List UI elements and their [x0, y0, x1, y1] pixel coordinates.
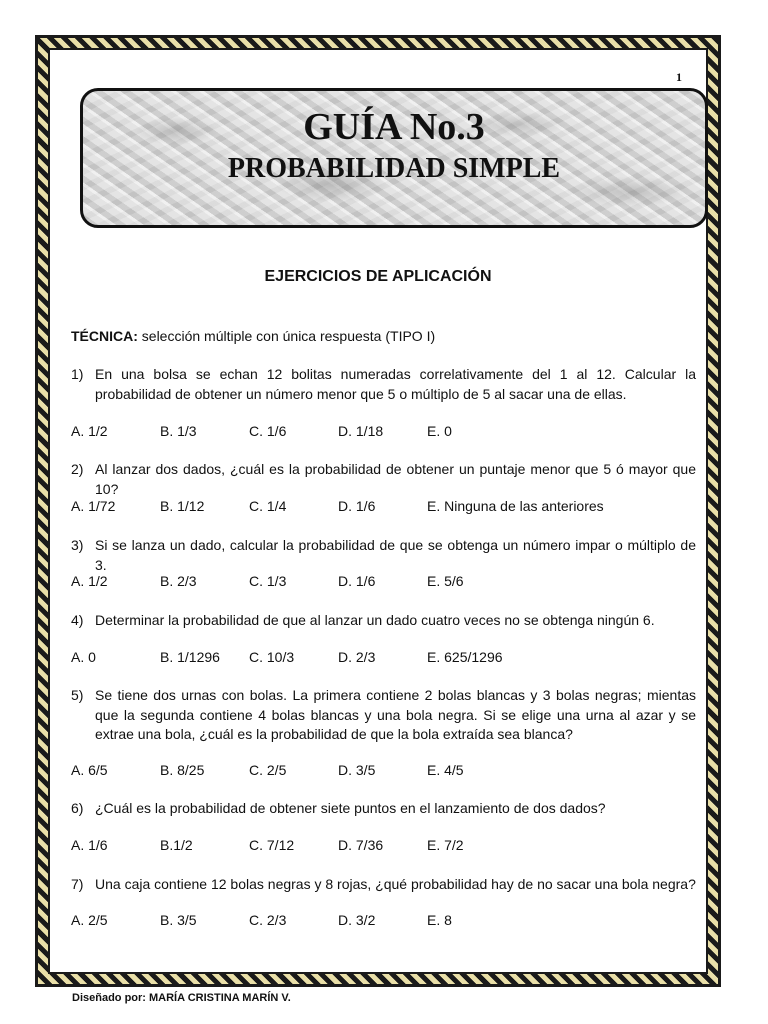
- option-e: E. 7/2: [427, 837, 464, 853]
- title-banner: [80, 88, 708, 228]
- option-c: C. 2/3: [249, 912, 287, 928]
- page-number: 1: [676, 70, 682, 84]
- question-1: [71, 365, 696, 404]
- option-e: E. 4/5: [427, 762, 464, 778]
- option-d: D. 7/36: [338, 837, 384, 853]
- option-b: B. 1/1296: [160, 649, 220, 665]
- technique-label: TÉCNICA:: [71, 328, 138, 344]
- option-c: C. 1/6: [249, 423, 287, 439]
- question-number: 5): [71, 687, 84, 703]
- option-c: C. 7/12: [249, 837, 295, 853]
- question-2: [71, 460, 696, 499]
- decorative-border: [35, 35, 721, 987]
- options-5: [71, 762, 711, 782]
- question-number: 1): [71, 366, 84, 382]
- option-e: E. Ninguna de las anteriores: [427, 498, 604, 514]
- question-number: 2): [71, 461, 84, 477]
- option-c: C. 1/3: [249, 573, 287, 589]
- question-text: En una bolsa se echan 12 bolitas numeradas correlativamente del 1 al 12. Calcular la probabilidad de obtener un número menor que 5 o múltiplo de 5 al sacar una de ellas.: [95, 366, 696, 402]
- question-number: 3): [71, 537, 84, 553]
- question-number: 6): [71, 800, 84, 816]
- options-7: [71, 912, 711, 932]
- question-5: [71, 686, 696, 745]
- options-1: [71, 423, 711, 443]
- section-title: EJERCICIOS DE APLICACIÓN: [264, 268, 492, 285]
- option-a: A. 2/5: [71, 912, 108, 928]
- options-6: [71, 837, 711, 857]
- option-d: D. 1/18: [338, 423, 384, 439]
- technique-text: selección múltiple con única respuesta (TIPO I): [137, 328, 436, 344]
- option-d: D. 1/6: [338, 498, 376, 514]
- question-text: Se tiene dos urnas con bolas. La primera contiene 2 bolas blancas y 3 bolas negras; mientas que la segunda contiene 4 bolas blancas y una bola negra. Si se elige una urna al azar y se extrae una bola, ¿cuál es la probabilidad de que la bola extraída sea blanca?: [95, 687, 696, 742]
- guide-subtitle: PROBABILIDAD SIMPLE: [227, 153, 561, 184]
- option-d: D. 2/3: [338, 649, 376, 665]
- option-d: D. 1/6: [338, 573, 376, 589]
- question-text: Determinar la probabilidad de que al lanzar un dado cuatro veces no se obtenga ningún 6.: [95, 612, 655, 628]
- options-2: [71, 498, 711, 518]
- option-b: B. 1/12: [160, 498, 205, 514]
- option-b: B. 3/5: [160, 912, 197, 928]
- page-content: [48, 48, 708, 974]
- option-a: A. 0: [71, 649, 96, 665]
- option-d: D. 3/2: [338, 912, 376, 928]
- options-4: [71, 649, 711, 669]
- option-b: B. 8/25: [160, 762, 205, 778]
- question-3: [71, 536, 696, 575]
- technique-line: [71, 328, 435, 344]
- option-a: A. 1/2: [71, 423, 108, 439]
- option-b: B. 2/3: [160, 573, 197, 589]
- option-a: A. 1/6: [71, 837, 108, 853]
- option-c: C. 1/4: [249, 498, 287, 514]
- option-e: E. 625/1296: [427, 649, 503, 665]
- options-3: [71, 573, 711, 593]
- option-a: A. 6/5: [71, 762, 108, 778]
- option-b: B.1/2: [160, 837, 193, 853]
- question-text: ¿Cuál es la probabilidad de obtener siete puntos en el lanzamiento de dos dados?: [95, 800, 606, 816]
- option-d: D. 3/5: [338, 762, 376, 778]
- footer-credit: Diseñado por: MARÍA CRISTINA MARÍN V.: [72, 992, 291, 1004]
- option-c: C. 2/5: [249, 762, 287, 778]
- question-text: Si se lanza un dado, calcular la probabilidad de que se obtenga un número impar o múltiplo de 3.: [95, 537, 696, 573]
- question-number: 7): [71, 876, 84, 892]
- option-a: A. 1/72: [71, 498, 116, 514]
- question-7: [71, 875, 696, 895]
- question-number: 4): [71, 612, 84, 628]
- option-e: E. 5/6: [427, 573, 464, 589]
- option-e: E. 8: [427, 912, 452, 928]
- option-c: C. 10/3: [249, 649, 295, 665]
- option-b: B. 1/3: [160, 423, 197, 439]
- guide-title: GUÍA No.3: [303, 106, 485, 148]
- option-e: E. 0: [427, 423, 452, 439]
- question-text: Al lanzar dos dados, ¿cuál es la probabilidad de obtener un puntaje menor que 5 ó mayor que 10?: [95, 461, 696, 497]
- question-text: Una caja contiene 12 bolas negras y 8 rojas, ¿qué probabilidad hay de no sacar una bola negra?: [95, 876, 696, 892]
- option-a: A. 1/2: [71, 573, 108, 589]
- question-4: [71, 611, 696, 631]
- question-6: [71, 799, 696, 819]
